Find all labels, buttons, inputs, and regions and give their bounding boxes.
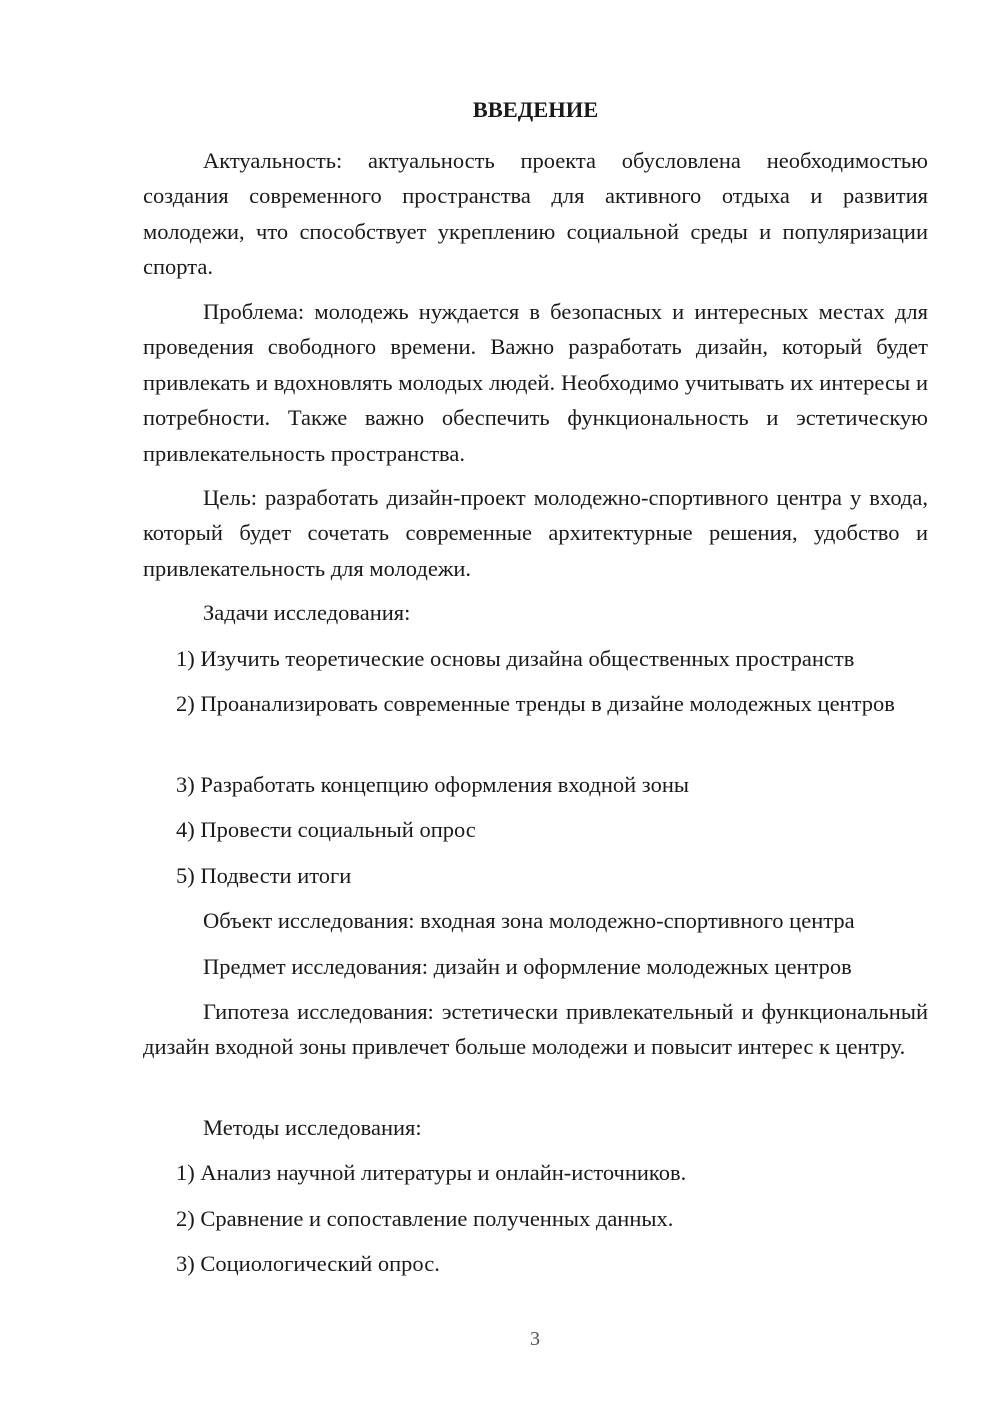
hypothesis-paragraph: Гипотеза исследования: эстетически привлекательный и функциональный дизайн входной зоны привлечет больше молодежи и повысит интерес к центру. [143, 999, 928, 1060]
object-line: Объект исследования: входная зона молодежно-спортивного центра [203, 908, 855, 933]
task-item-2: 2) Проанализировать современные тренды в дизайне молодежных центров [176, 691, 895, 716]
tasks-heading: Задачи исследования: [203, 600, 411, 625]
task-item-4: 4) Провести социальный опрос [176, 817, 476, 842]
method-item-2: 2) Сравнение и сопоставление полученных данных. [176, 1206, 674, 1231]
task-item-5: 5) Подвести итоги [176, 863, 352, 888]
problem-paragraph: Проблема: молодежь нуждается в безопасных и интересных местах для проведения свободного времени. Важно разработать дизайн, который будет привлекать и вдохновлять молодых людей. Необходимо учитывать их интересы и потребности. Также важно обеспечить функциональность и эстетическую привлекательность пространства. [143, 299, 928, 466]
method-item-1: 1) Анализ научной литературы и онлайн-источников. [176, 1160, 687, 1185]
methods-heading: Методы исследования: [203, 1115, 422, 1140]
page-number: 3 [530, 1328, 540, 1350]
page-title: ВВЕДЕНИЕ [472, 97, 599, 122]
relevance-paragraph: Актуальность: актуальность проекта обусловлена необходимостью создания современного пространства для активного отдыха и развития молодежи, что способствует укреплению социальной среды и популяризации спорта. [143, 148, 928, 280]
task-item-1: 1) Изучить теоретические основы дизайна общественных пространств [176, 646, 855, 671]
goal-paragraph: Цель: разработать дизайн-проект молодежно-спортивного центра у входа, который будет сочетать современные архитектурные решения, удобство и привлекательность для молодежи. [143, 485, 928, 581]
subject-line: Предмет исследования: дизайн и оформление молодежных центров [203, 954, 852, 979]
task-item-3: 3) Разработать концепцию оформления входной зоны [176, 772, 689, 797]
method-item-3: 3) Социологический опрос. [176, 1251, 440, 1276]
